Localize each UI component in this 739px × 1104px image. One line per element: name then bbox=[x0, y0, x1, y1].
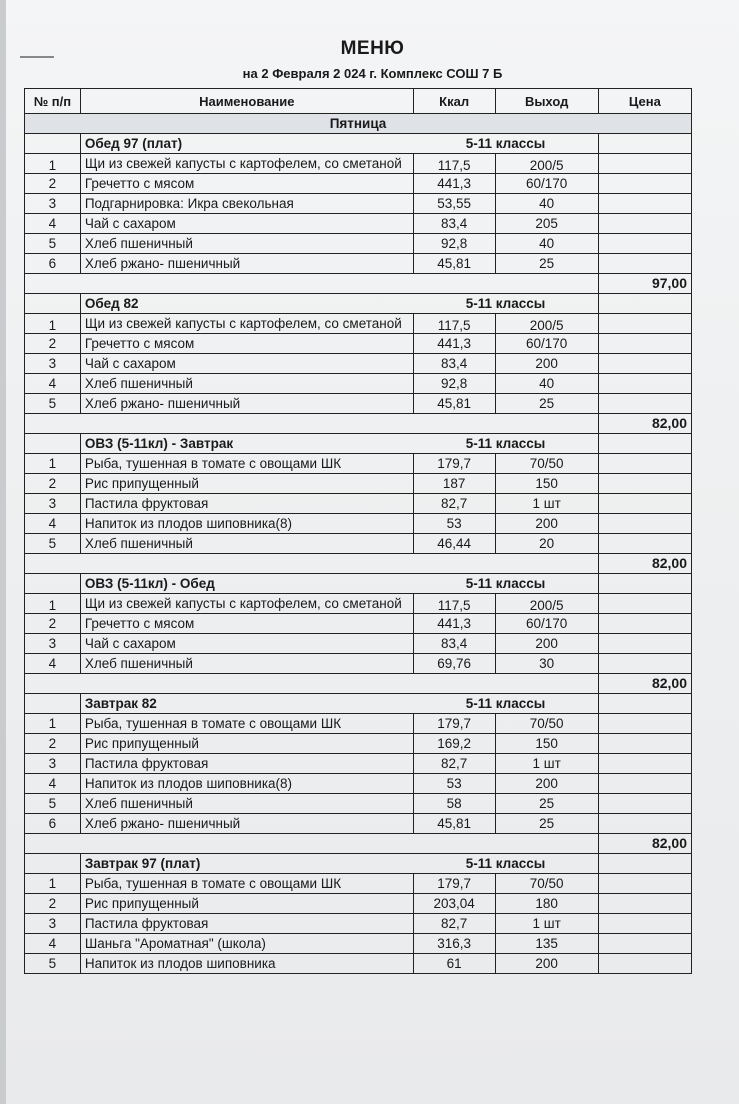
item-number: 4 bbox=[25, 654, 81, 674]
item-name: Хлеб ржано- пшеничный bbox=[80, 254, 413, 274]
section-number-cell bbox=[25, 294, 81, 314]
item-name: Пастила фруктовая bbox=[80, 754, 413, 774]
item-number: 1 bbox=[25, 714, 81, 734]
item-output: 150 bbox=[495, 474, 598, 494]
item-name: Рыба, тушенная в томате с овощами ШК bbox=[80, 714, 413, 734]
section-number-cell bbox=[25, 854, 81, 874]
item-kcal: 82,7 bbox=[413, 494, 495, 514]
table-row bbox=[25, 654, 692, 674]
item-name: Хлеб пшеничный bbox=[80, 794, 413, 814]
item-number: 2 bbox=[25, 334, 81, 354]
item-number: 1 bbox=[25, 594, 81, 614]
table-row bbox=[25, 874, 692, 894]
item-name: Хлеб ржано- пшеничный bbox=[80, 814, 413, 834]
section-classes: 5-11 классы bbox=[413, 294, 598, 314]
item-kcal: 45,81 bbox=[413, 814, 495, 834]
item-name: Гречетто с мясом bbox=[80, 334, 413, 354]
item-kcal: 83,4 bbox=[413, 634, 495, 654]
item-number: 2 bbox=[25, 174, 81, 194]
table-row bbox=[25, 514, 692, 534]
item-kcal: 83,4 bbox=[413, 214, 495, 234]
item-price bbox=[598, 454, 691, 474]
item-kcal: 46,44 bbox=[413, 534, 495, 554]
section-name: Завтрак 82 bbox=[80, 694, 413, 714]
item-name: Рыба, тушенная в томате с овощами ШК bbox=[80, 454, 413, 474]
col-number-header: № п/п bbox=[25, 89, 81, 114]
item-kcal: 45,81 bbox=[413, 254, 495, 274]
item-kcal: 316,3 bbox=[413, 934, 495, 954]
section-number-cell bbox=[25, 134, 81, 154]
item-output: 200 bbox=[495, 634, 598, 654]
item-name: Хлеб пшеничный bbox=[80, 374, 413, 394]
section-total: 82,00 bbox=[598, 834, 691, 854]
day-row bbox=[25, 114, 692, 134]
item-price bbox=[598, 934, 691, 954]
item-output: 40 bbox=[495, 234, 598, 254]
item-kcal: 92,8 bbox=[413, 374, 495, 394]
table-row bbox=[25, 194, 692, 214]
section-total-row bbox=[25, 674, 692, 694]
table-row bbox=[25, 494, 692, 514]
section-header-row bbox=[25, 294, 692, 314]
item-price bbox=[598, 354, 691, 374]
item-kcal: 69,76 bbox=[413, 654, 495, 674]
item-name: Напиток из плодов шиповника(8) bbox=[80, 774, 413, 794]
item-price bbox=[598, 334, 691, 354]
item-number: 4 bbox=[25, 374, 81, 394]
section-total-row bbox=[25, 834, 692, 854]
section-classes: 5-11 классы bbox=[413, 694, 598, 714]
item-price bbox=[598, 194, 691, 214]
table-row bbox=[25, 934, 692, 954]
section-name: Завтрак 97 (плат) bbox=[80, 854, 413, 874]
item-number: 2 bbox=[25, 474, 81, 494]
item-number: 1 bbox=[25, 874, 81, 894]
header-row bbox=[25, 89, 692, 114]
section-total-spacer bbox=[25, 414, 599, 434]
item-price bbox=[598, 914, 691, 934]
item-name: Рис припущенный bbox=[80, 734, 413, 754]
item-kcal: 169,2 bbox=[413, 734, 495, 754]
item-output: 1 шт bbox=[495, 494, 598, 514]
section-classes: 5-11 классы bbox=[413, 854, 598, 874]
item-kcal: 53 bbox=[413, 514, 495, 534]
item-price bbox=[598, 154, 691, 174]
item-price bbox=[598, 374, 691, 394]
item-kcal: 58 bbox=[413, 794, 495, 814]
table-row bbox=[25, 234, 692, 254]
item-number: 5 bbox=[25, 534, 81, 554]
item-output: 150 bbox=[495, 734, 598, 754]
item-number: 1 bbox=[25, 314, 81, 334]
menu-table bbox=[24, 88, 692, 974]
item-price bbox=[598, 654, 691, 674]
item-output: 200/5 bbox=[495, 154, 598, 174]
item-kcal: 441,3 bbox=[413, 174, 495, 194]
section-price-cell bbox=[598, 854, 691, 874]
item-output: 200/5 bbox=[495, 314, 598, 334]
section-price-cell bbox=[598, 694, 691, 714]
item-kcal: 187 bbox=[413, 474, 495, 494]
item-name: Чай с сахаром bbox=[80, 354, 413, 374]
section-classes: 5-11 классы bbox=[413, 434, 598, 454]
item-price bbox=[598, 174, 691, 194]
item-output: 25 bbox=[495, 254, 598, 274]
section-header-row bbox=[25, 694, 692, 714]
item-kcal: 45,81 bbox=[413, 394, 495, 414]
item-number: 1 bbox=[25, 154, 81, 174]
item-price bbox=[598, 714, 691, 734]
item-number: 2 bbox=[25, 734, 81, 754]
item-price bbox=[598, 634, 691, 654]
section-number-cell bbox=[25, 434, 81, 454]
section-name: ОВЗ (5-11кл) - Завтрак bbox=[80, 434, 413, 454]
item-price bbox=[598, 394, 691, 414]
table-row bbox=[25, 314, 692, 334]
item-name: Щи из свежей капусты с картофелем, со сметаной bbox=[80, 154, 413, 174]
section-number-cell bbox=[25, 694, 81, 714]
item-kcal: 82,7 bbox=[413, 754, 495, 774]
table-row bbox=[25, 374, 692, 394]
item-output: 70/50 bbox=[495, 874, 598, 894]
table-row bbox=[25, 774, 692, 794]
item-number: 4 bbox=[25, 214, 81, 234]
item-kcal: 92,8 bbox=[413, 234, 495, 254]
section-price-cell bbox=[598, 134, 691, 154]
item-number: 4 bbox=[25, 514, 81, 534]
section-total: 97,00 bbox=[598, 274, 691, 294]
section-name: Обед 82 bbox=[80, 294, 413, 314]
section-total: 82,00 bbox=[598, 674, 691, 694]
table-row bbox=[25, 474, 692, 494]
item-price bbox=[598, 794, 691, 814]
item-number: 1 bbox=[25, 454, 81, 474]
item-number: 5 bbox=[25, 394, 81, 414]
item-output: 70/50 bbox=[495, 714, 598, 734]
item-kcal: 203,04 bbox=[413, 894, 495, 914]
item-price bbox=[598, 314, 691, 334]
item-name: Щи из свежей капусты с картофелем, со сметаной bbox=[80, 594, 413, 614]
section-name: Обед 97 (плат) bbox=[80, 134, 413, 154]
item-output: 20 bbox=[495, 534, 598, 554]
section-total-row bbox=[25, 554, 692, 574]
section-header-row bbox=[25, 434, 692, 454]
item-output: 25 bbox=[495, 814, 598, 834]
col-kcal-header: Ккал bbox=[413, 89, 495, 114]
item-kcal: 117,5 bbox=[413, 154, 495, 174]
item-name: Хлеб пшеничный bbox=[80, 534, 413, 554]
table-row bbox=[25, 254, 692, 274]
item-output: 40 bbox=[495, 374, 598, 394]
item-name: Хлеб ржано- пшеничный bbox=[80, 394, 413, 414]
item-price bbox=[598, 474, 691, 494]
item-name: Хлеб пшеничный bbox=[80, 654, 413, 674]
section-number-cell bbox=[25, 574, 81, 594]
table-row bbox=[25, 754, 692, 774]
col-name-header: Наименование bbox=[80, 89, 413, 114]
item-number: 4 bbox=[25, 774, 81, 794]
section-header-row bbox=[25, 854, 692, 874]
item-name: Гречетто с мясом bbox=[80, 174, 413, 194]
section-price-cell bbox=[598, 294, 691, 314]
table-row bbox=[25, 734, 692, 754]
item-output: 25 bbox=[495, 794, 598, 814]
item-output: 25 bbox=[495, 394, 598, 414]
section-total-row bbox=[25, 414, 692, 434]
table-row bbox=[25, 214, 692, 234]
table-row bbox=[25, 894, 692, 914]
item-number: 3 bbox=[25, 754, 81, 774]
item-number: 3 bbox=[25, 354, 81, 374]
item-number: 5 bbox=[25, 234, 81, 254]
item-price bbox=[598, 874, 691, 894]
item-kcal: 179,7 bbox=[413, 874, 495, 894]
item-name: Подгарнировка: Икра свекольная bbox=[80, 194, 413, 214]
item-number: 3 bbox=[25, 634, 81, 654]
item-kcal: 441,3 bbox=[413, 334, 495, 354]
page-subtitle: на 2 Февраля 2 024 г. Комплекс СОШ 7 Б bbox=[242, 66, 503, 81]
item-price bbox=[598, 774, 691, 794]
item-price bbox=[598, 814, 691, 834]
table-row bbox=[25, 614, 692, 634]
table-row bbox=[25, 954, 692, 974]
item-price bbox=[598, 734, 691, 754]
item-number: 5 bbox=[25, 954, 81, 974]
item-number: 3 bbox=[25, 914, 81, 934]
item-number: 2 bbox=[25, 614, 81, 634]
item-name: Пастила фруктовая bbox=[80, 914, 413, 934]
item-name: Напиток из плодов шиповника bbox=[80, 954, 413, 974]
item-number: 2 bbox=[25, 894, 81, 914]
section-classes: 5-11 классы bbox=[413, 134, 598, 154]
item-name: Пастила фруктовая bbox=[80, 494, 413, 514]
item-output: 205 bbox=[495, 214, 598, 234]
item-name: Рис припущенный bbox=[80, 474, 413, 494]
item-number: 3 bbox=[25, 194, 81, 214]
item-output: 60/170 bbox=[495, 334, 598, 354]
menu-sheet bbox=[6, 0, 739, 1104]
item-price bbox=[598, 954, 691, 974]
item-name: Щи из свежей капусты с картофелем, со сметаной bbox=[80, 314, 413, 334]
item-price bbox=[598, 234, 691, 254]
item-output: 200 bbox=[495, 774, 598, 794]
table-row bbox=[25, 154, 692, 174]
item-name: Хлеб пшеничный bbox=[80, 234, 413, 254]
section-header-row bbox=[25, 574, 692, 594]
section-total-spacer bbox=[25, 274, 599, 294]
item-kcal: 441,3 bbox=[413, 614, 495, 634]
item-kcal: 117,5 bbox=[413, 314, 495, 334]
item-output: 180 bbox=[495, 894, 598, 914]
item-price bbox=[598, 614, 691, 634]
table-row bbox=[25, 394, 692, 414]
item-output: 30 bbox=[495, 654, 598, 674]
section-header-row bbox=[25, 134, 692, 154]
section-price-cell bbox=[598, 574, 691, 594]
table-row bbox=[25, 634, 692, 654]
item-number: 4 bbox=[25, 934, 81, 954]
item-number: 6 bbox=[25, 814, 81, 834]
item-name: Гречетто с мясом bbox=[80, 614, 413, 634]
item-kcal: 53 bbox=[413, 774, 495, 794]
section-total-spacer bbox=[25, 834, 599, 854]
col-output-header: Выход bbox=[495, 89, 598, 114]
item-output: 200/5 bbox=[495, 594, 598, 614]
item-name: Шаньга "Ароматная" (школа) bbox=[80, 934, 413, 954]
section-total-spacer bbox=[25, 674, 599, 694]
item-price bbox=[598, 894, 691, 914]
item-output: 1 шт bbox=[495, 914, 598, 934]
page-title: МЕНЮ bbox=[340, 38, 405, 59]
section-price-cell bbox=[598, 434, 691, 454]
item-kcal: 61 bbox=[413, 954, 495, 974]
item-kcal: 179,7 bbox=[413, 454, 495, 474]
item-price bbox=[598, 754, 691, 774]
item-kcal: 83,4 bbox=[413, 354, 495, 374]
table-row bbox=[25, 814, 692, 834]
table-row bbox=[25, 714, 692, 734]
item-name: Рис припущенный bbox=[80, 894, 413, 914]
item-name: Напиток из плодов шиповника(8) bbox=[80, 514, 413, 534]
item-price bbox=[598, 594, 691, 614]
item-output: 200 bbox=[495, 354, 598, 374]
item-number: 5 bbox=[25, 794, 81, 814]
section-total: 82,00 bbox=[598, 414, 691, 434]
table-row bbox=[25, 174, 692, 194]
item-output: 200 bbox=[495, 514, 598, 534]
table-row bbox=[25, 534, 692, 554]
item-number: 3 bbox=[25, 494, 81, 514]
item-price bbox=[598, 494, 691, 514]
section-name: ОВЗ (5-11кл) - Обед bbox=[80, 574, 413, 594]
item-output: 60/170 bbox=[495, 174, 598, 194]
item-price bbox=[598, 214, 691, 234]
item-name: Рыба, тушенная в томате с овощами ШК bbox=[80, 874, 413, 894]
item-name: Чай с сахаром bbox=[80, 214, 413, 234]
item-price bbox=[598, 254, 691, 274]
table-row bbox=[25, 334, 692, 354]
item-output: 200 bbox=[495, 954, 598, 974]
day-label: Пятница bbox=[25, 114, 692, 134]
col-price-header: Цена bbox=[598, 89, 691, 114]
table-row bbox=[25, 454, 692, 474]
item-output: 60/170 bbox=[495, 614, 598, 634]
item-output: 40 bbox=[495, 194, 598, 214]
item-price bbox=[598, 514, 691, 534]
item-output: 135 bbox=[495, 934, 598, 954]
table-row bbox=[25, 354, 692, 374]
item-output: 1 шт bbox=[495, 754, 598, 774]
item-price bbox=[598, 534, 691, 554]
table-row bbox=[25, 914, 692, 934]
item-kcal: 82,7 bbox=[413, 914, 495, 934]
item-name: Чай с сахаром bbox=[80, 634, 413, 654]
table-row bbox=[25, 794, 692, 814]
item-kcal: 179,7 bbox=[413, 714, 495, 734]
item-kcal: 117,5 bbox=[413, 594, 495, 614]
section-total-spacer bbox=[25, 554, 599, 574]
item-number: 6 bbox=[25, 254, 81, 274]
item-kcal: 53,55 bbox=[413, 194, 495, 214]
section-classes: 5-11 классы bbox=[413, 574, 598, 594]
item-output: 70/50 bbox=[495, 454, 598, 474]
section-total-row bbox=[25, 274, 692, 294]
table-row bbox=[25, 594, 692, 614]
section-total: 82,00 bbox=[598, 554, 691, 574]
